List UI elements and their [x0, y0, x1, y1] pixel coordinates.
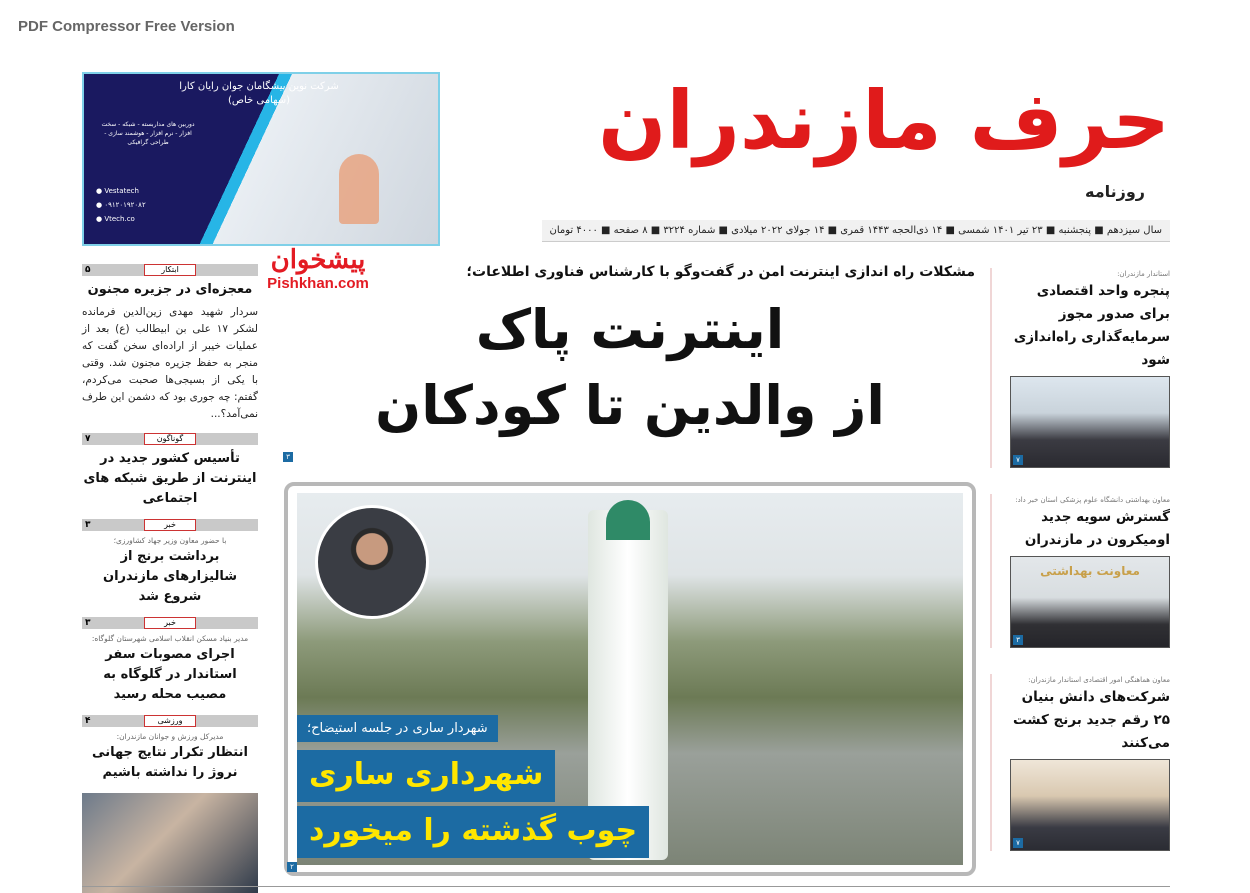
ad-services: دوربین های مداربسته - شبکه - سخت افزار - نرم افزار - هوشمند سازی - طراحی گرافیکی	[101, 121, 195, 146]
right-column	[990, 268, 1170, 877]
advertisement[interactable]	[82, 72, 440, 246]
economic-official-photo: ۷	[1010, 759, 1170, 851]
feature-kicker: شهردار ساری در جلسه استیضاح؛	[297, 715, 498, 742]
masthead-subtitle: روزنامه	[1085, 182, 1145, 201]
feature-page-badge: ۲	[287, 862, 297, 872]
section-bar: ابتکار ۵	[82, 264, 258, 276]
section-bar: خبر ۳	[82, 617, 258, 629]
hand-image	[339, 154, 379, 224]
sports-photo	[82, 793, 258, 893]
right-article-1[interactable]: استاندار مازندران: پنجره واحد اقتصادی برای صدور مجوز سرمایه‌گذاری راه‌اندازی شود ۷	[990, 268, 1170, 468]
left-article-1[interactable]: ابتکار ۵ معجزه‌ای در جزیره مجنون سردار شهید مهدی زین‌الدین فرمانده لشکر ۱۷ علی بن ابیطالب (ع) بعد از عملیات خیبر از اراده‌ای سخن گفت که منجر به حفظ جزیره مجنون شد. وقتی با یکی از بسیجی‌ها صحبت می‌کردم، گفتم: چه جوری بود که دشمن این طرف نمی‌آمد؟...	[82, 265, 258, 420]
lead-headline[interactable]: اینترنت پاک از والدین تا کودکان	[375, 298, 885, 437]
masthead-logo: حرف مازندران	[598, 74, 1170, 167]
left-article-4[interactable]: خبر ۳ مدیر بنیاد مسکن انقلاب اسلامی شهرستان گلوگاه: اجرای مصوبات سفر استاندار در گلوگاه به مصیب محله رسید	[82, 617, 258, 705]
lead-page-badge: ۳	[283, 452, 293, 462]
pdf-compressor-banner: PDF Compressor Free Version	[18, 18, 235, 35]
section-bar: خبر ۳	[82, 519, 258, 531]
official-photo: ۷	[1010, 376, 1170, 468]
feature-headline-line2[interactable]: چوب گذشته را میخورد	[297, 806, 649, 858]
right-article-3[interactable]: معاون هماهنگی امور اقتصادی استاندار مازندران: شرکت‌های دانش بنیان ۲۵ رقم جدید برنج کشت می‌کنند ۷	[990, 674, 1170, 851]
bottom-rule	[82, 886, 1170, 887]
health-official-photo: معاونت بهداشتی ۳	[1010, 556, 1170, 648]
ad-company: شرکت نوین پیشگامان جوان رایان کارا (سهامی خاص)	[179, 81, 339, 106]
right-article-2[interactable]: معاون بهداشتی دانشگاه علوم پزشکی استان خبر داد: گسترش سویه جدید اومیکرون در مازندران معاونت بهداشتی ۳	[990, 494, 1170, 648]
date-bar: سال سیزدهم ■ پنجشنبه ■ ۲۳ تیر ۱۴۰۱ شمسی ■ ۱۴ ذی‌الحجه ۱۴۴۳ قمری ■ ۱۴ جولای ۲۰۲۲ میلادی ■ شماره ۳۲۲۴ ■ ۸ صفحه ■ ۴۰۰۰ تومان	[542, 220, 1170, 242]
mayor-portrait	[315, 505, 429, 619]
left-column	[82, 264, 258, 893]
section-bar: گوناگون ۷	[82, 433, 258, 445]
ad-contacts: ● Vestatech ● ۰۹۱۲۰۱۹۲۰۸۲ ● Vtech.co	[96, 187, 146, 223]
left-article-3[interactable]: خبر ۳ با حضور معاون وزیر جهاد کشاورزی؛ برداشت برنج از شالیزارهای مازندران شروع شد	[82, 519, 258, 607]
left-article-2[interactable]: گوناگون ۷ تأسیس کشور جدید در اینترنت از طریق شبکه های اجتماعی	[83, 434, 257, 506]
left-article-5[interactable]: ورزشی ۴ مدیرکل ورزش و جوانان مازندران: انتظار تکرار نتایج جهانی نروژ را نداشته باشیم	[82, 715, 258, 783]
feature-headline-line1[interactable]: شهرداری ساری	[297, 750, 555, 802]
lead-kicker: مشکلات راه اندازی اینترنت امن در گفت‌وگو با کارشناس فناوری اطلاعات؛	[466, 264, 975, 280]
pishkhan-watermark: پیشخوان Pishkhan.com	[267, 245, 369, 292]
section-bar: ورزشی ۴	[82, 715, 258, 727]
